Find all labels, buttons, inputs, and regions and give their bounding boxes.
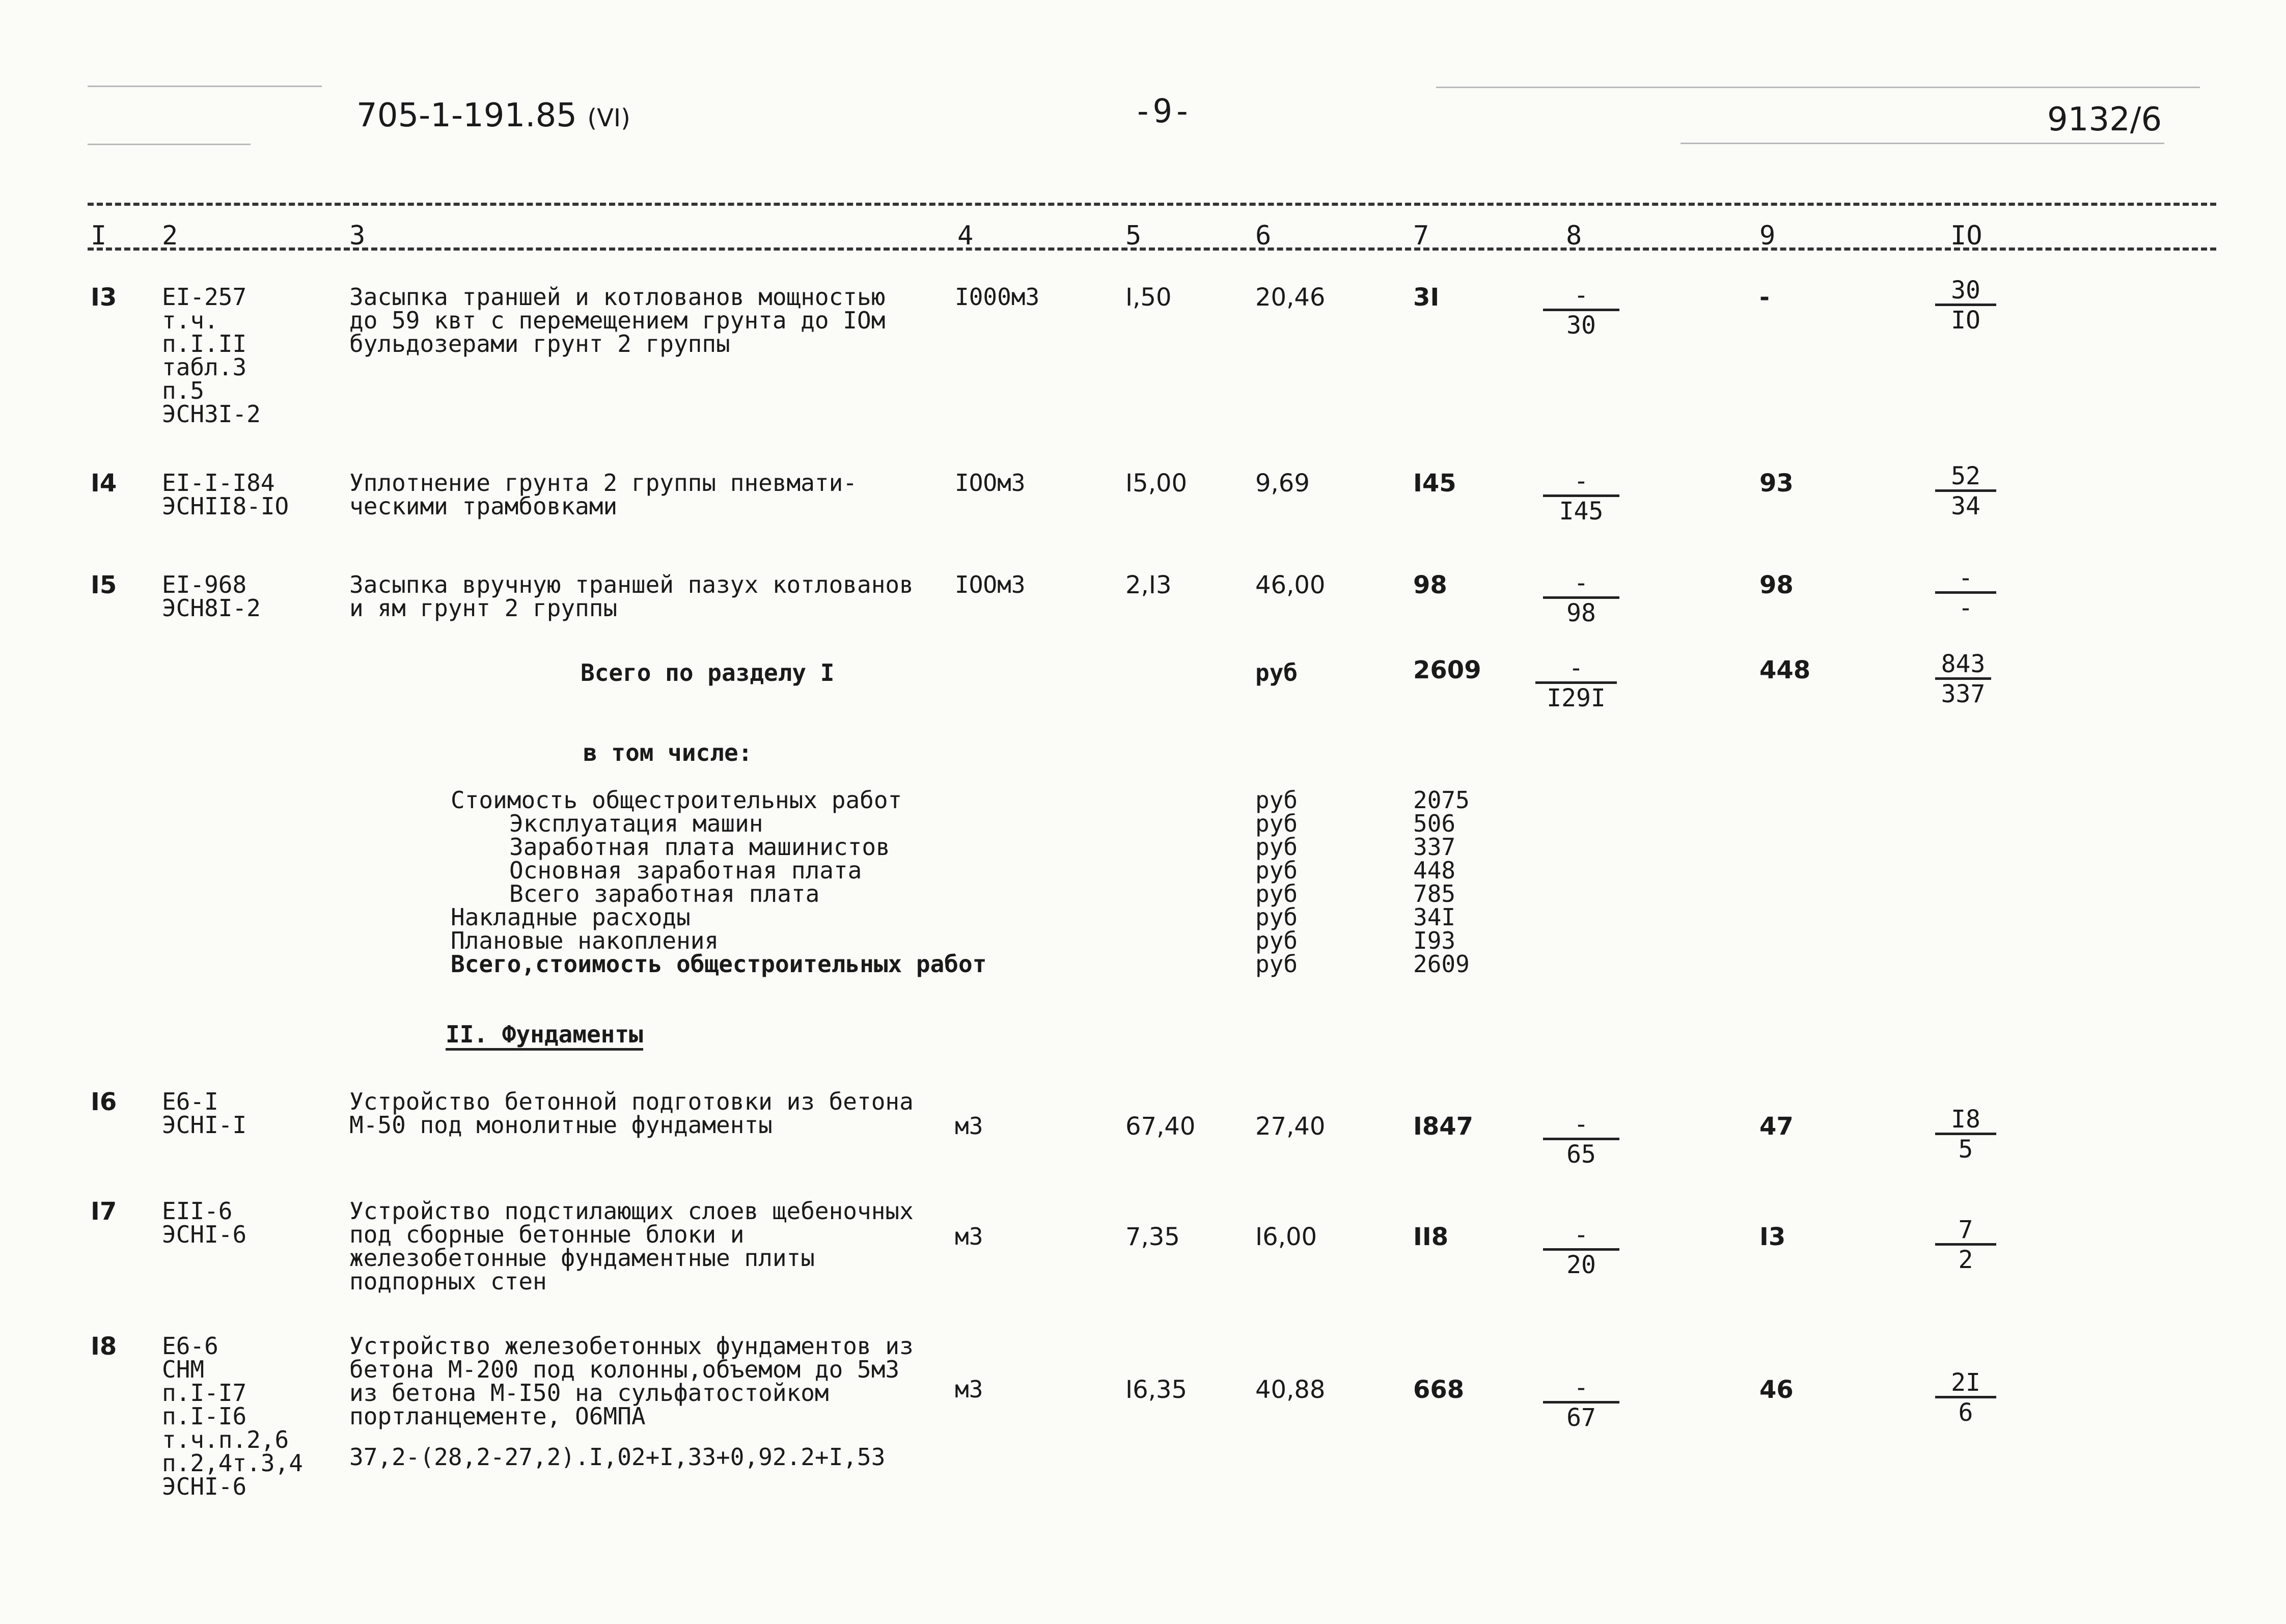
row-description [349,1090,914,1137]
row-total: I847 [1413,1112,1474,1141]
row-col10-top: 30 [1951,276,1980,305]
row-code-line: п.2,4т.3,4 [162,1449,303,1477]
row-col8 [1543,469,1619,524]
section-total-unit: руб [1255,659,1298,686]
row-description-line: Устройство бетонной подготовки из бетона [349,1088,914,1115]
row-quantity: 2,I3 [1125,571,1172,599]
row-code-line: ЭСН3I-2 [162,400,261,428]
row-description-line: Засыпка траншей и котлованов мощностью [349,283,886,311]
row-number: I6 [91,1088,117,1116]
row-unit: I000м3 [955,283,1040,311]
row-quantity: 7,35 [1125,1223,1180,1251]
row-description-line: подпорных стен [349,1268,547,1295]
sheet-number: 9132/6 [2047,101,2162,139]
column-header-2: 2 [162,221,178,251]
including-item-value: 2075 [1413,786,1470,814]
row-description-line: и ям грунт 2 группы [349,594,618,622]
column-header-1: I [91,221,107,251]
including-item-label: Всего,стоимость общестроительных работ [451,950,987,978]
row-description-line: бетона M-200 под колонны,объемом до 5м3 [349,1356,900,1383]
row-total: 98 [1413,571,1447,599]
column-header-4: 4 [957,221,974,251]
section-total-col10: 843 337 [1935,652,1991,706]
row-code-line: п.5 [162,377,205,404]
row-unit: м3 [955,1223,983,1250]
row-quantity: I,50 [1125,283,1172,312]
row-code-line: т.ч. [162,307,218,334]
row-quantity: 67,40 [1125,1112,1196,1141]
row-col8-top: - [1574,1110,1589,1139]
row-number: I3 [91,283,117,312]
row-col8-top: - [1574,467,1589,496]
row-code-line: п.I.II [162,330,247,357]
row-description-line: портланцементе, О6МПА [349,1402,646,1430]
row-code [162,1334,303,1498]
including-item-label: Всего заработная плата [509,880,820,907]
row-col9: 47 [1759,1112,1794,1141]
row-total: II8 [1413,1223,1449,1251]
row-code-line: п.I-I6 [162,1402,247,1430]
row-col10-top: 52 [1951,462,1980,490]
row-col10-top: I8 [1951,1105,1980,1134]
scan-rule [1681,143,2164,144]
row-code-line: E6-6 [162,1332,218,1360]
row-description [349,1334,914,1428]
row-code-line: EI-968 [162,571,247,598]
including-item-unit: руб [1255,833,1298,861]
including-item-unit: руб [1255,857,1298,884]
including-item-label: Основная заработная плата [509,857,862,884]
row-col10-bot: IO [1951,306,1980,335]
column-header-6: 6 [1255,221,1272,251]
row-description-line: M-50 под монолитные фундаменты [349,1111,773,1139]
row-code [162,1090,246,1137]
including-item-value: 2609 [1413,950,1470,978]
row-code-line: EII-6 [162,1197,233,1225]
row-col9: 98 [1759,571,1794,599]
including-item-label: Стоимость общестроительных работ [451,786,902,814]
row-number: I4 [91,469,117,498]
row-unit-price: 9,69 [1255,469,1310,498]
row-description-line: из бетона M-I50 на сульфатостойком [349,1379,829,1407]
including-item-value: 785 [1413,880,1456,907]
including-item-unit: руб [1255,950,1298,978]
row-code-line: ЭСН8I-2 [162,594,261,622]
row-col10-bot: 2 [1958,1246,1973,1274]
row-col9: I3 [1759,1223,1786,1251]
including-item-unit: руб [1255,880,1298,907]
row-description-line: Уплотнение грунта 2 группы пневмати- [349,469,857,497]
row-code [162,471,289,518]
including-item-value: 337 [1413,833,1456,861]
row-number: I8 [91,1332,117,1361]
including-item-value: 34I [1413,903,1456,931]
row-unit: м3 [955,1112,983,1140]
row-code-line: ЭСНI-6 [162,1221,247,1248]
row-col10-top: 7 [1958,1216,1973,1244]
row-code-line: ЭСНI-6 [162,1473,247,1500]
including-item-label: Эксплуатация машин [509,810,763,837]
row-unit: м3 [955,1375,983,1403]
row-col8-bot: I45 [1559,497,1604,526]
row-col8 [1543,283,1619,338]
row-description-line: ческими трамбовками [349,492,618,520]
column-header-5: 5 [1125,221,1142,251]
table-top-rule [88,203,2216,206]
including-item-unit: руб [1255,903,1298,931]
column-header-8: 8 [1566,221,1582,251]
including-item-value: I93 [1413,927,1456,954]
row-code [162,573,261,620]
row-unit: IOOм3 [955,571,1026,598]
row-code [162,285,261,426]
row-col10-top: - [1958,564,1973,592]
scan-rule [1436,87,2200,88]
row-description [349,471,857,518]
row-description [349,285,885,355]
row-code-line: п.I-I7 [162,1379,247,1407]
including-label: в том числе: [583,739,753,766]
section-total-label: Всего по разделу I [581,659,835,686]
row-col8-bot: 67 [1566,1403,1596,1432]
row-col8-top: - [1574,569,1589,597]
row-code-line: E6-I [162,1088,218,1115]
row-code-line: табл.3 [162,353,247,381]
row-col8-bot: 65 [1566,1140,1596,1169]
row-col10 [1935,1107,1996,1162]
including-item-unit: руб [1255,810,1298,837]
row-code-line: EI-I-I84 [162,469,275,497]
row-col8 [1543,571,1619,625]
row-total: 668 [1413,1375,1465,1404]
scan-rule [88,144,251,145]
row-description-line: под сборные бетонные блоки и [349,1221,745,1248]
including-item-value: 448 [1413,857,1456,884]
row-col8 [1543,1223,1619,1277]
row-number: I7 [91,1197,117,1226]
row-description-line: Устройство подстилающих слоев щебеночных [349,1197,914,1225]
row-col10 [1935,464,1996,518]
row-code-line: EI-257 [162,283,247,311]
row-col10-top: 2I [1951,1368,1980,1397]
row-description-line: железобетонные фундаментные плиты [349,1244,815,1272]
page-number: -9- [1133,93,1192,130]
row-col10-bot: 6 [1958,1398,1973,1427]
row-code-line: СНМ [162,1356,205,1383]
row-col8 [1543,1112,1619,1167]
row-col8-top: - [1574,1373,1589,1402]
row-quantity: I6,35 [1125,1375,1188,1404]
row-description-line: Засыпка вручную траншей пазух котлованов [349,571,914,598]
row-col9: 46 [1759,1375,1794,1404]
row-description-line: бульдозерами грунт 2 группы [349,330,730,357]
row-unit-price: 46,00 [1255,571,1326,599]
row-description [349,1199,914,1293]
row-col8-bot: 30 [1566,311,1596,340]
including-item-unit: руб [1255,927,1298,954]
row-unit-price: 27,40 [1255,1112,1326,1141]
row-total: 3I [1413,283,1440,312]
row-col10 [1935,1218,1996,1272]
column-header-10: IO [1950,221,1982,251]
row-col10 [1935,566,1996,620]
section-2-title: II. Фундаменты [446,1023,643,1051]
document-code: 705-1-191.85 (VI) [356,97,630,134]
scan-rule [88,86,322,87]
including-item-label: Плановые накопления [451,927,719,954]
row-quantity: I5,00 [1125,469,1188,498]
row-col10-bot: 34 [1951,492,1980,520]
row-unit-price: I6,00 [1255,1223,1317,1251]
including-item-label: Заработная плата машинистов [509,833,890,861]
table-header-rule [88,247,2216,251]
including-item-label: Накладные расходы [451,903,691,931]
row-col10 [1935,278,1996,333]
column-header-7: 7 [1413,221,1429,251]
row-code [162,1199,246,1246]
row-col10-bot: - [1958,594,1973,622]
column-header-3: 3 [349,221,366,251]
row-description [349,573,914,620]
row-unit-price: 40,88 [1255,1375,1326,1404]
row-col10 [1935,1370,1996,1425]
row-unit-price: 20,46 [1255,283,1326,312]
row-col8-bot: 20 [1566,1251,1596,1279]
row-code-line: ЭСНI-I [162,1111,247,1139]
row-col9: - [1759,283,1770,312]
column-header-9: 9 [1759,221,1776,251]
row-total: I45 [1413,469,1456,498]
section-total-col9: 448 [1759,656,1811,684]
row-col8-top: - [1574,1221,1589,1249]
row-code-line: т.ч.п.2,6 [162,1426,289,1453]
section-total-value: 2609 [1413,656,1481,684]
section-total-col8: - I29I [1535,656,1617,710]
row-description-line: Устройство железобетонных фундаментов из [349,1332,914,1360]
including-item-value: 506 [1413,810,1456,837]
row-description-line: до 59 квт с перемещением грунта до IOм [349,307,886,334]
row-col9: 93 [1759,469,1794,498]
row-col8 [1543,1375,1619,1430]
row-col10-bot: 5 [1958,1135,1973,1164]
including-item-unit: руб [1255,786,1298,814]
row-code-line: ЭСНII8-IO [162,492,289,520]
row-formula: 37,2-(28,2-27,2).I,02+I,33+0,92.2+I,53 [349,1443,886,1471]
row-number: I5 [91,571,117,599]
row-unit: IOOм3 [955,469,1026,497]
row-col8-top: - [1574,281,1589,310]
row-col8-bot: 98 [1566,599,1596,627]
